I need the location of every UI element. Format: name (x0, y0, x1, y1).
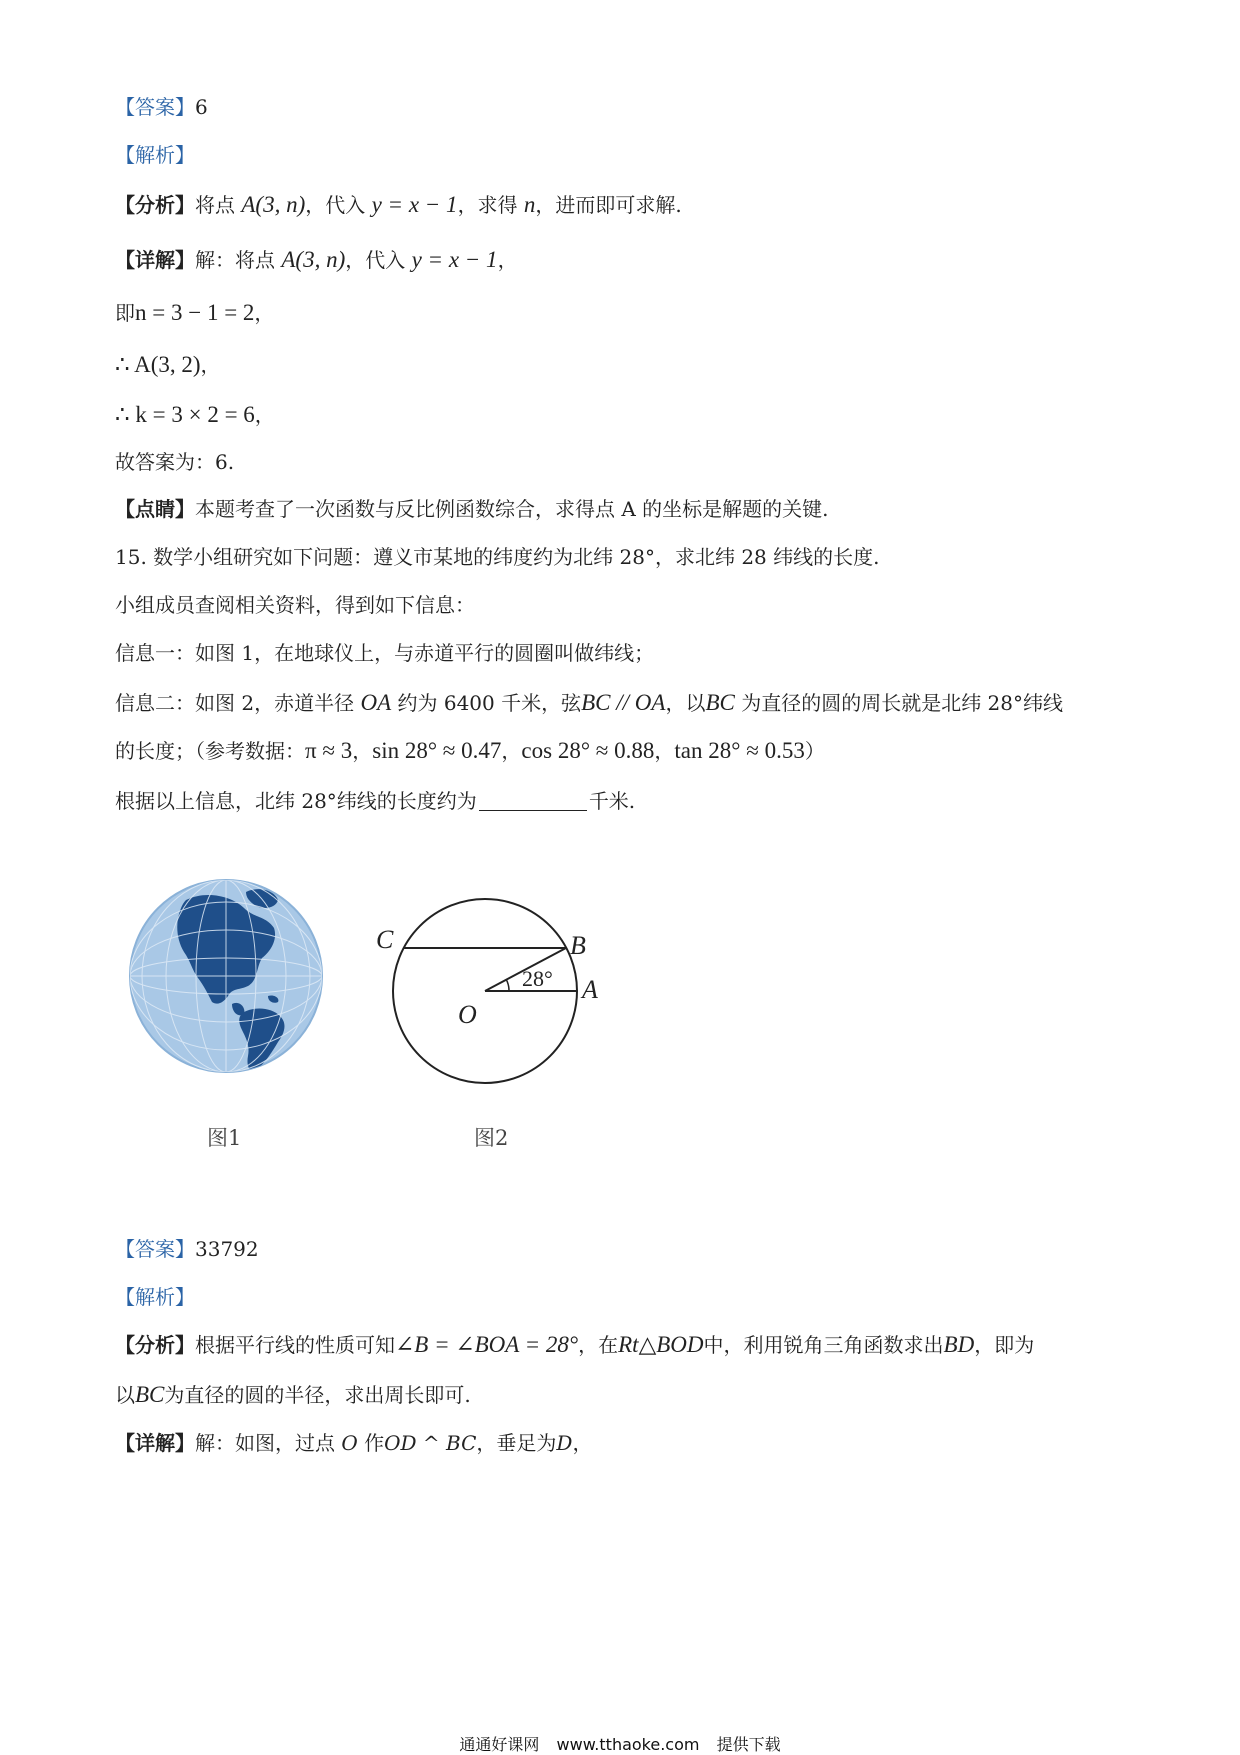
fenxi-angle: ∠B = ∠BOA = 28° (395, 1332, 579, 1357)
info1-text: 信息一：如图 1，在地球仪上，与赤道平行的圆圈叫做纬线； (115, 641, 655, 665)
info2-text-a: 信息二：如图 2，赤道半径 (115, 691, 355, 715)
info2-text-d: 为直径的圆的周长就是北纬 28°纬线 (741, 691, 1064, 715)
fig2-angle-arc (506, 979, 509, 991)
fig2-label-b: B (570, 931, 586, 960)
figure-1-caption: 图1 (207, 1126, 242, 1150)
info2-bc: BC (705, 690, 735, 715)
step3-math: ∴ k = 3 × 2 = 6 (115, 402, 255, 427)
q15-info2 (115, 688, 1063, 718)
step1-prefix: 即 (115, 301, 135, 325)
answer-value: 6 (195, 95, 208, 119)
q14-step3 (115, 400, 275, 430)
info2-text-c: ，以 (665, 691, 706, 715)
q15-info2-line2 (115, 736, 825, 766)
xiangjie-text-2: ，代入 (345, 248, 406, 272)
fenxi-bd: BD (943, 1332, 975, 1357)
fenxi-text-3: 中，利用锐角三角函数求出 (703, 1333, 944, 1357)
q15-info-intro (115, 590, 475, 620)
fenxi-text-4: ，进而即可求解. (535, 193, 682, 217)
info2-sep3: ， (654, 739, 675, 763)
xiangjie-text-3: ，垂足为 (476, 1431, 557, 1455)
question-text-a: 根据以上信息，北纬 28°纬线的长度约为 (115, 789, 477, 813)
q15-fenxi-line2 (115, 1380, 471, 1410)
step1-suffix: ， (254, 301, 275, 325)
fenxi-text-2: ，在 (578, 1333, 619, 1357)
info2-text-b: 约为 6400 千米，弦 (397, 691, 582, 715)
info2-tan: tan 28° ≈ 0.53 (674, 738, 805, 763)
fenxi-triangle: Rt△BOD (618, 1332, 704, 1357)
figure-2-caption: 图2 (474, 1126, 509, 1150)
step2-math: ∴ A(3, 2) (115, 352, 201, 377)
xiangjie-text-4: ， (572, 1431, 593, 1455)
fenxi-line2-a: 以 (115, 1383, 135, 1407)
info2-bc-parallel: BC // OA (581, 690, 666, 715)
fenxi-point: A(3, n) (241, 192, 306, 217)
fig2-label-o: O (458, 1000, 477, 1029)
fenxi-text-3: ，求得 (457, 193, 518, 217)
info2-sep2: ， (501, 739, 522, 763)
conclusion-text: 故答案为：6. (115, 450, 235, 474)
q14-xiangjie-line (115, 245, 518, 275)
answer-value: 33792 (195, 1237, 259, 1261)
info2-line2-a: 的长度；（参考数据： (115, 739, 305, 763)
info2-cos: cos 28° ≈ 0.88 (521, 738, 655, 763)
q14-conclusion (115, 447, 234, 477)
q15-fenxi-line (115, 1330, 1034, 1360)
question-text-b: 千米. (588, 789, 636, 813)
xiangjie-text-1: 解：如图，过点 (195, 1431, 335, 1455)
q15-info1 (115, 638, 654, 668)
step2-suffix: ， (200, 353, 221, 377)
q15-stem (115, 542, 880, 572)
fenxi-line2-bc: BC (135, 1382, 165, 1407)
fenxi-tag: 【分析】 (115, 193, 195, 217)
dianjing-text: 本题考查了一次函数与反比例函数综合，求得点 A 的坐标是解题的关键. (195, 497, 829, 521)
figure-1-globe (128, 878, 324, 1074)
q15-question (115, 786, 635, 816)
xiangjie-o: O (341, 1431, 358, 1455)
step3-suffix: ， (254, 403, 275, 427)
fenxi-n: n (523, 192, 536, 217)
xiangjie-equation: y = x − 1 (411, 247, 498, 272)
fig2-label-a: A (582, 975, 598, 1004)
q15-stem-text: 15. 数学小组研究如下问题：遵义市某地的纬度约为北纬 28°，求北纬 28 纬线的长度. (115, 545, 880, 569)
page-footer (0, 1732, 1240, 1755)
fenxi-text-4: ，即为 (974, 1333, 1035, 1357)
fenxi-line2-b: 为直径的圆的半径，求出周长即可. (164, 1383, 471, 1407)
info2-sep1: ， (352, 739, 373, 763)
q14-dianjing-line (115, 494, 829, 524)
fig2-label-angle: 28° (522, 966, 553, 991)
dianjing-tag: 【点睛】 (115, 497, 195, 521)
xiangjie-point: A(3, n) (281, 247, 346, 272)
q15-xiangjie-line (115, 1428, 592, 1458)
xiangjie-perp: OD ^ BC (384, 1431, 477, 1455)
xiangjie-tag: 【详解】 (115, 1431, 195, 1455)
answer-tag: 【答案】 (115, 95, 195, 119)
answer-blank (479, 790, 587, 811)
fenxi-text-1: 根据平行线的性质可知 (195, 1333, 395, 1357)
footer-url[interactable]: www.tthaoke.com (556, 1735, 700, 1754)
answer-tag: 【答案】 (115, 1237, 195, 1261)
info2-oa: OA (360, 690, 392, 715)
xiangjie-text-3: ， (497, 248, 518, 272)
q15-answer-line (115, 1234, 259, 1264)
footer-note: 提供下载 (716, 1735, 781, 1754)
fenxi-tag: 【分析】 (115, 1333, 195, 1357)
info2-end: ） (804, 739, 825, 763)
q14-answer-line (115, 92, 208, 122)
q14-step2 (115, 350, 221, 380)
xiangjie-tag: 【详解】 (115, 248, 195, 272)
analysis-tag: 【解析】 (115, 1285, 195, 1309)
xiangjie-d: D (556, 1431, 573, 1455)
fig2-label-c: C (376, 925, 394, 954)
analysis-tag: 【解析】 (115, 143, 195, 167)
footer-site-name: 通通好课网 (459, 1735, 540, 1754)
fenxi-text-2: ，代入 (305, 193, 366, 217)
step1-math: n = 3 − 1 = 2 (135, 300, 255, 325)
q14-step1 (115, 298, 274, 328)
info2-pi: π ≈ 3 (305, 738, 353, 763)
fenxi-text-1: 将点 (195, 193, 235, 217)
figure-2-diagram (370, 898, 620, 1098)
xiangjie-text-1: 解：将点 (195, 248, 275, 272)
fenxi-equation: y = x − 1 (371, 192, 458, 217)
q15-analysis-line (115, 1282, 195, 1312)
info2-sin: sin 28° ≈ 0.47 (372, 738, 502, 763)
info-intro-text: 小组成员查阅相关资料，得到如下信息： (115, 593, 475, 617)
q14-fenxi-line (115, 190, 682, 220)
q14-analysis-line (115, 140, 195, 170)
xiangjie-text-2: 作 (364, 1431, 385, 1455)
